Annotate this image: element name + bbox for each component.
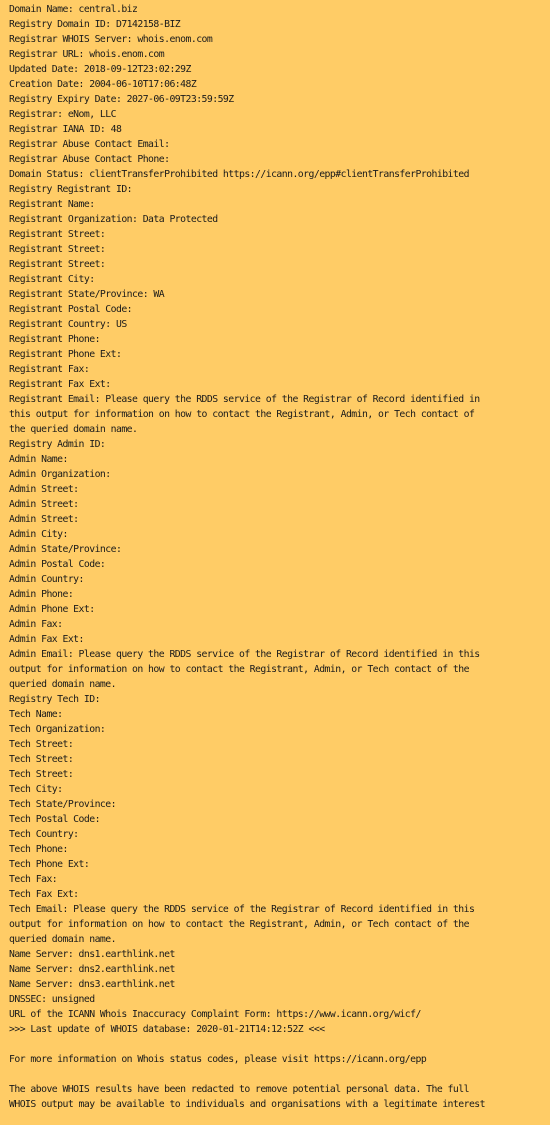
whois-line: Tech Fax: xyxy=(9,874,58,885)
whois-line: this output for information on how to contact the Registrant, Admin, or Tech contact of xyxy=(9,409,475,420)
whois-line: Creation Date: 2004-06-10T17:06:48Z xyxy=(9,79,197,90)
whois-line: Admin Phone Ext: xyxy=(9,604,95,615)
whois-line: Registrar Abuse Contact Email: xyxy=(9,139,170,150)
whois-line: Registry Expiry Date: 2027-06-09T23:59:59Z xyxy=(9,94,234,105)
whois-line: Updated Date: 2018-09-12T23:02:29Z xyxy=(9,64,191,75)
whois-line: the queried domain name. xyxy=(9,424,138,435)
whois-line: output for information on how to contact the Registrant, Admin, or Tech contact of the xyxy=(9,664,469,675)
whois-line: Tech Phone Ext: xyxy=(9,859,90,870)
whois-line: Admin Fax Ext: xyxy=(9,634,84,645)
whois-line: output for information on how to contact the Registrant, Admin, or Tech contact of the xyxy=(9,919,469,930)
whois-line: DNSSEC: unsigned xyxy=(9,994,95,1005)
whois-line: queried domain name. xyxy=(9,934,116,945)
whois-line: Domain Status: clientTransferProhibited https://icann.org/epp#clientTransferProhibited xyxy=(9,169,469,180)
whois-line: Domain Name: central.biz xyxy=(9,4,138,15)
whois-line: Registrant State/Province: WA xyxy=(9,289,165,300)
whois-line: Admin Organization: xyxy=(9,469,111,480)
whois-line: Registrant Organization: Data Protected xyxy=(9,214,218,225)
whois-line: Registrar Abuse Contact Phone: xyxy=(9,154,170,165)
whois-line: Registrar WHOIS Server: whois.enom.com xyxy=(9,34,213,45)
whois-line: WHOIS output may be available to individuals and organisations with a legitimate interest xyxy=(9,1099,485,1110)
whois-line: Tech Postal Code: xyxy=(9,814,100,825)
whois-line: Registrant Country: US xyxy=(9,319,127,330)
whois-line: URL of the ICANN Whois Inaccuracy Complaint Form: https://www.icann.org/wicf/ xyxy=(9,1009,421,1020)
whois-line: Registrant Street: xyxy=(9,229,106,240)
whois-record-text xyxy=(9,2,547,1112)
whois-line: Admin Phone: xyxy=(9,589,74,600)
whois-line: Registrant Name: xyxy=(9,199,95,210)
whois-line: Admin Postal Code: xyxy=(9,559,106,570)
whois-line: Tech City: xyxy=(9,784,63,795)
whois-line: Registrant Postal Code: xyxy=(9,304,133,315)
whois-line: Registrant City: xyxy=(9,274,95,285)
whois-line: Admin Street: xyxy=(9,484,79,495)
whois-line: Registrant Phone Ext: xyxy=(9,349,122,360)
whois-line: Registry Registrant ID: xyxy=(9,184,133,195)
whois-line: Tech State/Province: xyxy=(9,799,116,810)
whois-line: Admin Country: xyxy=(9,574,84,585)
whois-line: Admin Email: Please query the RDDS service of the Registrar of Record identified in this xyxy=(9,649,480,660)
whois-line: Registrar IANA ID: 48 xyxy=(9,124,122,135)
whois-line: Registrar: eNom, LLC xyxy=(9,109,116,120)
whois-line: For more information on Whois status codes, please visit https://icann.org/epp xyxy=(9,1054,427,1065)
whois-line: Tech Fax Ext: xyxy=(9,889,79,900)
whois-line: Tech Email: Please query the RDDS service of the Registrar of Record identified in this xyxy=(9,904,475,915)
whois-line: Name Server: dns1.earthlink.net xyxy=(9,949,175,960)
whois-line: Tech Street: xyxy=(9,769,74,780)
whois-line: Admin State/Province: xyxy=(9,544,122,555)
whois-line: Name Server: dns2.earthlink.net xyxy=(9,964,175,975)
whois-line: Tech Organization: xyxy=(9,724,106,735)
whois-line: Admin Name: xyxy=(9,454,68,465)
whois-line xyxy=(9,1067,547,1082)
whois-line: Tech Phone: xyxy=(9,844,68,855)
whois-line: Admin Street: xyxy=(9,514,79,525)
whois-line: Registrant Email: Please query the RDDS service of the Registrar of Record identified in xyxy=(9,394,480,405)
whois-line: Admin City: xyxy=(9,529,68,540)
whois-line: Registry Tech ID: xyxy=(9,694,100,705)
whois-line: Tech Country: xyxy=(9,829,79,840)
whois-line: The above WHOIS results have been redacted to remove potential personal data. The full xyxy=(9,1084,469,1095)
whois-line: Registry Domain ID: D7142158-BIZ xyxy=(9,19,181,30)
whois-line: Admin Fax: xyxy=(9,619,63,630)
whois-line: Tech Street: xyxy=(9,754,74,765)
whois-line: Registrant Street: xyxy=(9,244,106,255)
whois-line: Registrant Street: xyxy=(9,259,106,270)
whois-line: Registrant Fax Ext: xyxy=(9,379,111,390)
whois-line xyxy=(9,1037,547,1052)
whois-line: Registry Admin ID: xyxy=(9,439,106,450)
whois-line: Tech Name: xyxy=(9,709,63,720)
whois-line: queried domain name. xyxy=(9,679,116,690)
whois-line: Registrant Phone: xyxy=(9,334,100,345)
whois-line: Registrar URL: whois.enom.com xyxy=(9,49,165,60)
whois-line: Registrant Fax: xyxy=(9,364,90,375)
whois-line: Admin Street: xyxy=(9,499,79,510)
whois-line: Name Server: dns3.earthlink.net xyxy=(9,979,175,990)
whois-line: >>> Last update of WHOIS database: 2020-01-21T14:12:52Z <<< xyxy=(9,1024,325,1035)
whois-line: Tech Street: xyxy=(9,739,74,750)
